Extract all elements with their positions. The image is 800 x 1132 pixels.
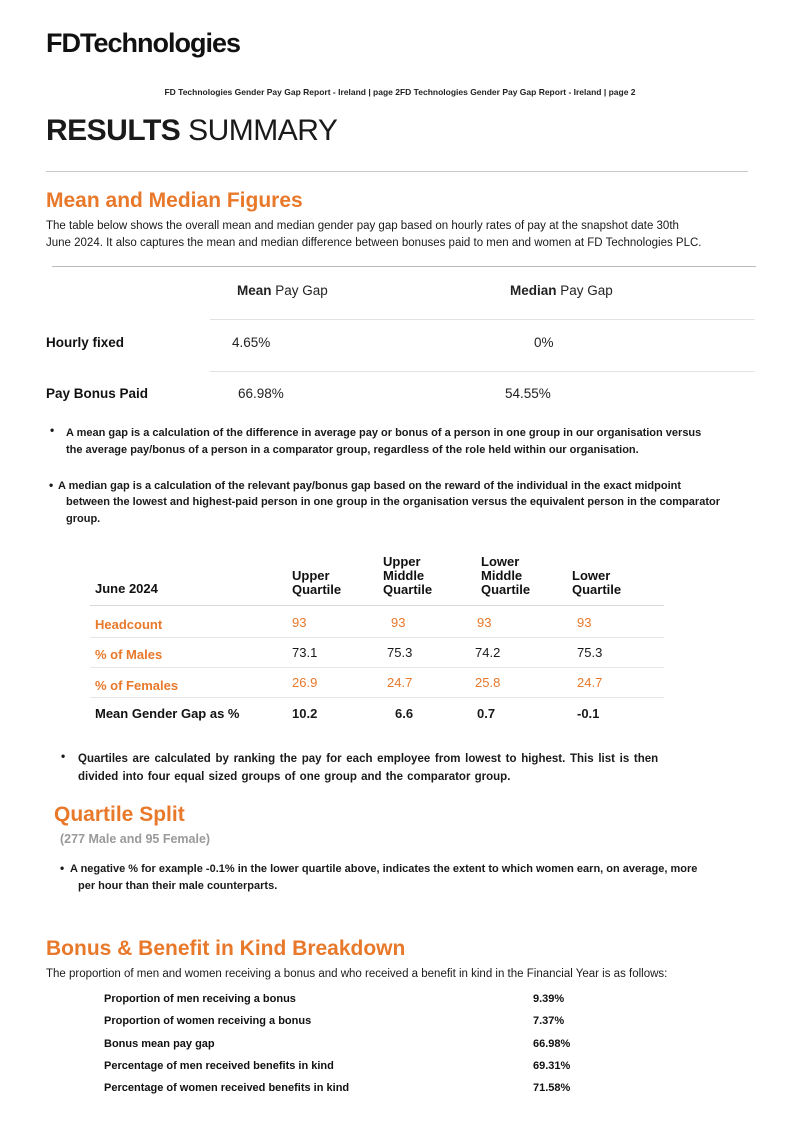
bonus-row-value: 69.31% (533, 1060, 571, 1072)
bonus-row-label: Percentage of women received benefits in kind (104, 1082, 350, 1094)
row-label-headcount: Headcount (95, 617, 163, 632)
males-upper-middle: 75.3 (387, 645, 413, 660)
bonus-heading: Bonus & Benefit in Kind Breakdown (46, 937, 406, 960)
bonus-row-label: Proportion of men receiving a bonus (104, 993, 296, 1005)
males-upper: 73.1 (292, 645, 318, 660)
page-title (46, 114, 337, 148)
title-divider (46, 171, 748, 172)
mean-median-heading: Mean and Median Figures (46, 189, 303, 212)
bonus-row-label: Proportion of women receiving a bonus (104, 1015, 312, 1027)
females-upper-middle: 24.7 (387, 675, 413, 690)
table-row-rule-1 (210, 319, 755, 320)
quartile-rule-3 (90, 667, 664, 668)
gap-lower-middle: 0.7 (477, 706, 496, 721)
bonus-intro: The proportion of men and women receiving a bonus and who received a benefit in kind in the Financial Year is as follows: (46, 968, 668, 980)
header-line: Lower (572, 568, 611, 583)
headcount-upper-middle: 93 (391, 615, 406, 630)
gap-upper-middle: 6.6 (395, 706, 414, 721)
males-lower: 75.3 (577, 645, 603, 660)
negative-note-1: A negative % for example -0.1% in the lower quartile above, indicates the extent to which women earn, on average, more (70, 863, 698, 875)
median-header-bold: Median (510, 283, 557, 298)
header-line: Upper (383, 554, 421, 569)
bonus-row-value: 7.37% (533, 1015, 565, 1027)
bonus-median-value: 54.55% (505, 386, 551, 401)
mean-column-header (237, 283, 328, 298)
bonus-row-value: 66.98% (533, 1038, 571, 1050)
median-definition-3: group. (66, 513, 101, 525)
header-line: Quartile (383, 582, 433, 597)
hourly-mean-value: 4.65% (232, 335, 271, 350)
running-header: FD Technologies Gender Pay Gap Report - Ireland | page 2FD Technologies Gender Pay Gap Report - Ireland | page 2 (164, 87, 636, 97)
row-label-pay-bonus: Pay Bonus Paid (46, 386, 149, 401)
median-column-header (510, 283, 613, 298)
quartile-note-2: divided into four equal sized groups of one group and the comparator group. (78, 771, 511, 783)
header-line: Quartile (481, 582, 531, 597)
row-label-hourly-fixed: Hourly fixed (46, 335, 125, 350)
quartile-split-heading: Quartile Split (54, 803, 185, 826)
bonus-row-label: Percentage of men received benefits in kind (104, 1060, 334, 1072)
bonus-mean-value: 66.98% (238, 386, 284, 401)
mean-median-intro-1: The table below shows the overall mean and median gender pay gap based on hourly rates of pay at the snapshot date 30th (46, 220, 679, 232)
median-definition-2: between the lowest and highest-paid person in one group in the organisation versus the equivalent person in the comparator (66, 496, 720, 508)
males-lower-middle: 74.2 (475, 645, 501, 660)
quartile-rule-4 (90, 697, 664, 698)
header-line: Middle (383, 568, 425, 583)
quartile-split-subheading: (277 Male and 95 Female) (60, 832, 211, 846)
table-row-rule-2 (210, 371, 755, 372)
bullet-icon: • (49, 478, 54, 492)
headcount-lower: 93 (577, 615, 592, 630)
header-line: Quartile (292, 582, 342, 597)
bonus-row-value: 9.39% (533, 993, 565, 1005)
table-top-rule (52, 266, 756, 267)
gap-lower: -0.1 (577, 706, 600, 721)
mean-definition-1: A mean gap is a calculation of the difference in average pay or bonus of a person in one group in our organisation versus (66, 427, 702, 439)
hourly-median-value: 0% (534, 335, 554, 350)
header-upper-middle-quartile (383, 555, 432, 597)
females-lower-middle: 25.8 (475, 675, 501, 690)
bullet-icon: • (60, 861, 65, 875)
header-line: Lower (481, 554, 520, 569)
header-upper-quartile (292, 569, 341, 597)
bullet-icon: • (50, 423, 55, 437)
row-label-males: % of Males (95, 647, 163, 662)
header-line: Middle (481, 568, 523, 583)
row-label-mean-gap: Mean Gender Gap as % (95, 706, 240, 721)
header-lower-quartile (572, 569, 621, 597)
company-logo: FDTechnologies (46, 28, 241, 58)
mean-median-intro-2: June 2024. It also captures the mean and median difference between bonuses paid to men and women at FD Technologies PLC. (46, 237, 702, 249)
quartile-rule-1 (90, 605, 664, 606)
row-label-females: % of Females (95, 678, 179, 693)
negative-note-2: per hour than their male counterparts. (78, 880, 278, 892)
header-lower-middle-quartile (481, 555, 530, 597)
quartile-period: June 2024 (95, 581, 158, 596)
quartile-rule-2 (90, 637, 664, 638)
page-title-bold: RESULTS (46, 114, 181, 147)
mean-header-rest: Pay Gap (271, 283, 328, 298)
quartile-note-1: Quartiles are calculated by ranking the pay for each employee from lowest to highest. This list is then (78, 753, 659, 765)
median-definition-1: A median gap is a calculation of the relevant pay/bonus gap based on the reward of the individual in the exact midpoint (58, 480, 682, 492)
headcount-lower-middle: 93 (477, 615, 492, 630)
mean-definition-2: the average pay/bonus of a person in a comparator group, regardless of the role held within our organisation. (66, 444, 639, 456)
mean-header-bold: Mean (237, 283, 272, 298)
gap-upper: 10.2 (292, 706, 318, 721)
header-line: Upper (292, 568, 330, 583)
females-upper: 26.9 (292, 675, 318, 690)
page-title-rest: SUMMARY (180, 114, 338, 147)
header-line: Quartile (572, 582, 622, 597)
bonus-row-value: 71.58% (533, 1082, 571, 1094)
females-lower: 24.7 (577, 675, 603, 690)
bullet-icon: • (61, 749, 66, 763)
headcount-upper: 93 (292, 615, 307, 630)
median-header-rest: Pay Gap (556, 283, 613, 298)
bonus-row-label: Bonus mean pay gap (104, 1038, 215, 1050)
